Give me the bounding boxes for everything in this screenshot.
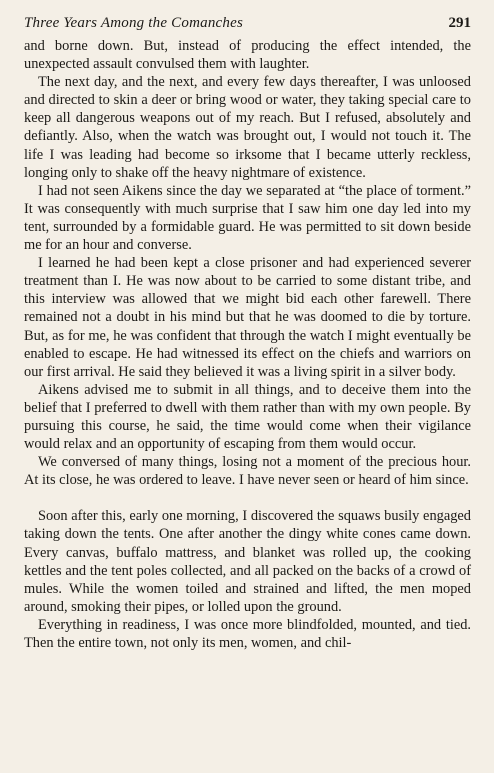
paragraph: The next day, and the next, and every few days thereafter, I was unloosed and directed to skin a deer or bring wood or water, they taking special care to keep all dangerous weapons out of my reach. But I refused, absolutely and defiantly. Also, when the watch was brought out, I would not touch it. The life I was leading had become so irksome that I became utterly reckless, longing only to shake off the heavy nightmare of existence. <box>24 74 471 181</box>
paragraph: We conversed of many things, losing not a moment of the precious hour. At its close, he was ordered to leave. I have never seen or heard of him since. <box>24 454 471 489</box>
paragraph: Soon after this, early one morning, I discovered the squaws busily engaged taking down the tents. One after another the dingy white cones came down. Every canvas, buffalo mattress, and blanket was rolled up, the cooking kettles and the tent poles collected, and all packed on the backs of a crowd of mules. While the women toiled and strained and lifted, the men moped around, smoking their pipes, or lolled upon the ground. <box>24 508 471 615</box>
section-break <box>24 489 471 507</box>
paragraph: and borne down. But, instead of producing the effect intended, the unexpected assault convulsed them with laughter. <box>24 38 471 73</box>
page-body <box>24 37 471 652</box>
page-number: 291 <box>448 15 471 31</box>
page-header <box>24 15 471 37</box>
paragraph: Everything in readiness, I was once more blindfolded, mounted, and tied. Then the entire town, not only its men, women, and chil- <box>24 616 471 651</box>
paragraph: I had not seen Aikens since the day we separated at “the place of torment.” It was consequently with much surprise that I saw him one day led into my tent, surrounded by a formidable guard. He was permitted to sit down beside me for an hour and converse. <box>24 182 471 254</box>
paragraph: I learned he had been kept a close prisoner and had experienced severer treatment than I. He was now about to be carried to some distant tribe, and this interview was allowed that we might bid each other farewell. There remained not a doubt in his mind but that he was doomed to die by torture. But, as for me, he was confident that through the watch I might eventually be enabled to escape. He had witnessed its effect on the chiefs and warriors on our first arrival. He said they believed it was a living spirit in a silver body. <box>24 255 471 380</box>
running-title: Three Years Among the Comanches <box>24 15 243 31</box>
paragraph: Aikens advised me to submit in all things, and to deceive them into the belief that I preferred to dwell with them rather than with my own people. By pursuing this course, he said, the time would come when their vigilance would relax and an opportunity of escaping from them would occur. <box>24 381 471 453</box>
